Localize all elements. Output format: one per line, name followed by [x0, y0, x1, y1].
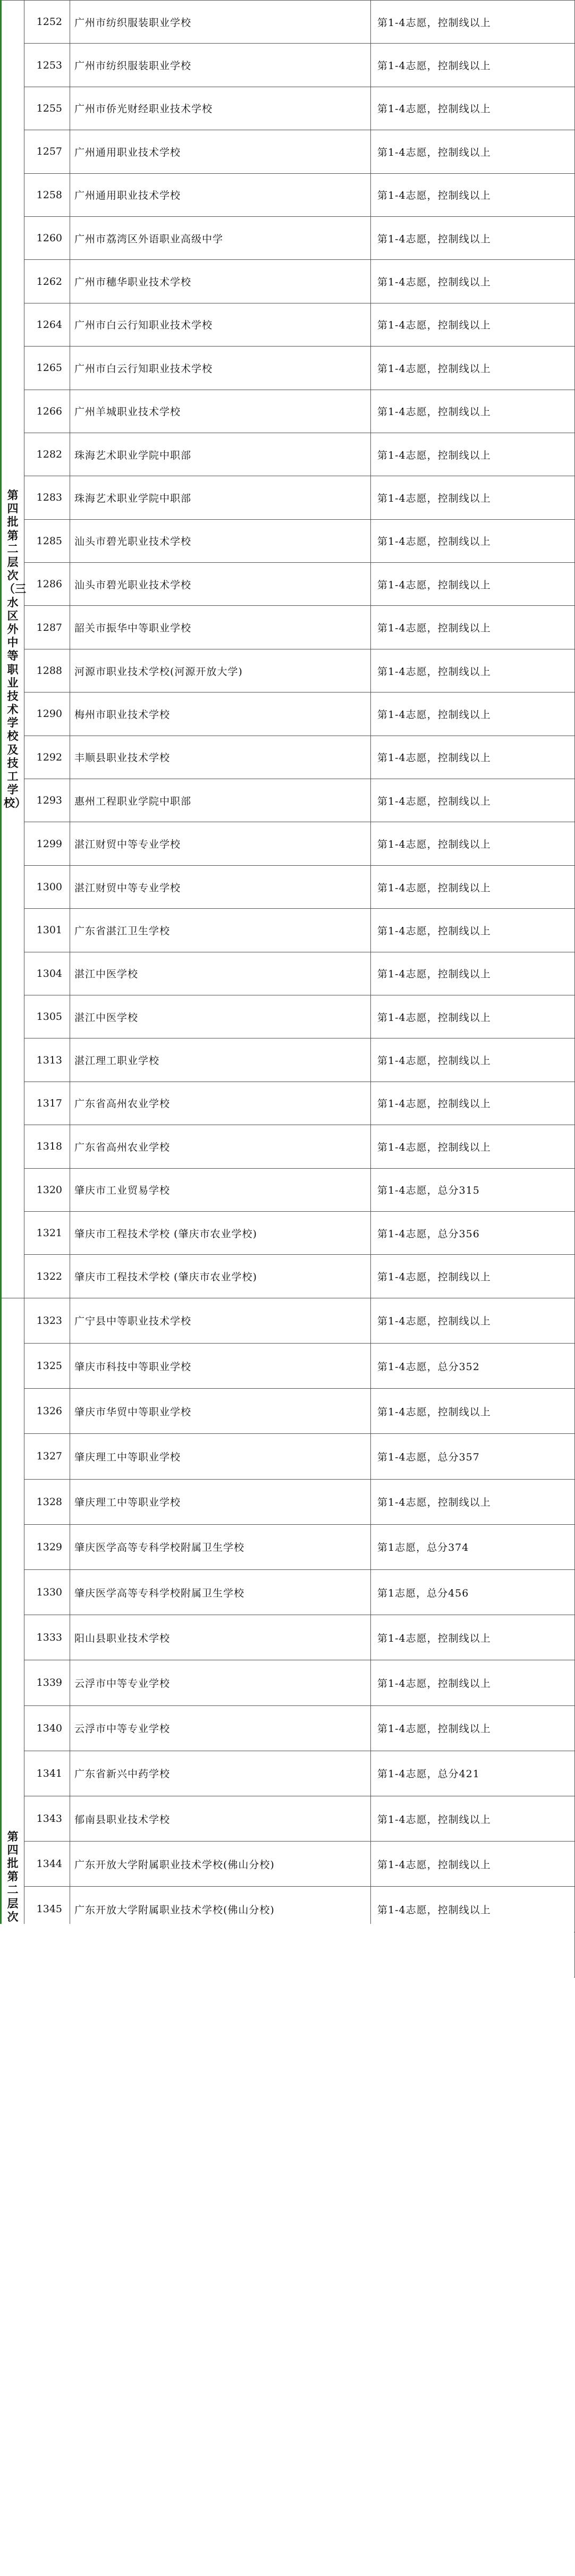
school-code-cell: 1318 [24, 1125, 70, 1168]
requirement-cell: 第1-4志愿，控制线以上 [371, 87, 575, 130]
school-code-cell: 1320 [24, 1168, 70, 1211]
table-row [1, 736, 575, 779]
requirement-cell: 第1-4志愿，总分357 [371, 1434, 575, 1479]
school-name-cell: 广州市纺织服装职业学校 [70, 44, 371, 87]
school-name-cell: 广州市侨光财经职业技术学校 [70, 87, 371, 130]
school-name-cell: 湛江财贸中等专业学校 [70, 865, 371, 908]
table-row [1, 1255, 575, 1298]
school-code-cell: 1327 [24, 1434, 70, 1479]
requirement-cell: 第1-4志愿，控制线以上 [371, 1389, 575, 1434]
school-name-cell: 广东省高州农业学校 [70, 1125, 371, 1168]
school-code-cell: 1255 [24, 87, 70, 130]
table-row [1, 649, 575, 692]
table-row [1, 1842, 575, 1887]
table-row [1, 1125, 575, 1168]
school-code-cell: 1317 [24, 1082, 70, 1125]
school-code-cell: 1286 [24, 563, 70, 606]
school-name-cell: 梅州市职业技术学校 [70, 692, 371, 736]
table-row [1, 692, 575, 736]
requirement-cell: 第1-4志愿，控制线以上 [371, 779, 575, 822]
requirement-cell: 第1-4志愿，控制线以上 [371, 1615, 575, 1660]
table-row [1, 606, 575, 649]
school-name-cell: 湛江理工职业学校 [70, 1038, 371, 1082]
table-row [1, 44, 575, 87]
school-code-cell: 1290 [24, 692, 70, 736]
school-code-cell: 1253 [24, 44, 70, 87]
table-row [1, 1082, 575, 1125]
requirement-cell: 第1-4志愿，控制线以上 [371, 476, 575, 519]
school-code-cell: 1299 [24, 822, 70, 865]
school-code-cell: 1287 [24, 606, 70, 649]
table-row [1, 1168, 575, 1211]
school-name-cell: 汕头市碧光职业技术学校 [70, 563, 371, 606]
school-code-cell: 1285 [24, 519, 70, 562]
requirement-cell: 第1-4志愿，控制线以上 [371, 952, 575, 995]
table-row [1, 1389, 575, 1434]
requirement-cell: 第1-4志愿，控制线以上 [371, 649, 575, 692]
school-name-cell: 广东省湛江卫生学校 [70, 909, 371, 952]
school-name-cell: 肇庆医学高等专科学校附属卫生学校 [70, 1524, 371, 1569]
batch-cell: 第四批第二层次 [1, 1298, 24, 1977]
requirement-cell: 第1-4志愿，控制线以上 [371, 44, 575, 87]
school-name-cell: 肇庆市工程技术学校 (肇庆市农业学校) [70, 1255, 371, 1298]
table-row [1, 519, 575, 562]
school-name-cell: 肇庆市华贸中等职业学校 [70, 1389, 371, 1434]
school-code-cell: 1328 [24, 1479, 70, 1524]
school-name-cell: 云浮市中等专业学校 [70, 1705, 371, 1751]
school-name-cell: 湛江中医学校 [70, 952, 371, 995]
school-name-cell: 广东省高州农业学校 [70, 1082, 371, 1125]
requirement-cell: 第1-4志愿，控制线以上 [371, 1255, 575, 1298]
requirement-cell: 第1-4志愿，控制线以上 [371, 822, 575, 865]
table-row [1, 476, 575, 519]
school-name-cell: 广州市穗华职业技术学校 [70, 260, 371, 303]
table-row [1, 952, 575, 995]
table-row [1, 87, 575, 130]
school-name-cell: 广州市纺织服装职业学校 [70, 1, 371, 44]
table-row [1, 173, 575, 216]
school-code-cell: 1265 [24, 347, 70, 390]
requirement-cell: 第1-4志愿，控制线以上 [371, 1, 575, 44]
batch-cell: 第四批第二层次（三水区外中等职业技术学校及技工学校） [1, 1, 24, 1298]
school-code-cell: 1341 [24, 1751, 70, 1796]
requirement-cell: 第1-4志愿，控制线以上 [371, 1887, 575, 1932]
requirement-cell: 第1-4志愿，控制线以上 [371, 1660, 575, 1705]
school-code-cell: 1264 [24, 303, 70, 346]
requirement-cell: 第1-4志愿，总分315 [371, 1168, 575, 1211]
requirement-cell: 第1-4志愿，总分352 [371, 1343, 575, 1388]
table-row [1, 433, 575, 476]
requirement-cell: 第1志愿，总分374 [371, 1524, 575, 1569]
school-name-cell: 湛江财贸中等专业学校 [70, 822, 371, 865]
school-code-cell: 1262 [24, 260, 70, 303]
school-name-cell: 阳山县职业技术学校 [70, 1615, 371, 1660]
requirement-cell: 第1-4志愿，控制线以上 [371, 1082, 575, 1125]
table-row [1, 822, 575, 865]
school-code-cell: 1325 [24, 1343, 70, 1388]
school-name-cell: 丰顺县职业技术学校 [70, 736, 371, 779]
school-name-cell: 广东省新兴中药学校 [70, 1751, 371, 1796]
table-row [1, 130, 575, 173]
requirement-cell: 第1-4志愿，控制线以上 [371, 1842, 575, 1887]
table-row [1, 909, 575, 952]
table-row [1, 1, 575, 44]
table-row [1, 563, 575, 606]
table-row [1, 1615, 575, 1660]
blank-area [0, 1924, 574, 2576]
school-name-cell: 云浮市中等专业学校 [70, 1660, 371, 1705]
requirement-cell: 第1-4志愿，总分421 [371, 1751, 575, 1796]
requirement-cell: 第1-4志愿，控制线以上 [371, 216, 575, 259]
school-name-cell: 肇庆理工中等职业学校 [70, 1479, 371, 1524]
school-code-cell: 1321 [24, 1211, 70, 1254]
requirement-cell: 第1-4志愿，控制线以上 [371, 1125, 575, 1168]
requirement-cell: 第1-4志愿，控制线以上 [371, 563, 575, 606]
school-code-cell: 1305 [24, 995, 70, 1038]
requirement-cell: 第1-4志愿，控制线以上 [371, 606, 575, 649]
table-row [1, 995, 575, 1038]
school-name-cell: 河源市职业技术学校(河源开放大学) [70, 649, 371, 692]
requirement-cell: 第1-4志愿，控制线以上 [371, 347, 575, 390]
table-row [1, 1705, 575, 1751]
school-code-cell: 1260 [24, 216, 70, 259]
school-name-cell: 广州通用职业技术学校 [70, 130, 371, 173]
table-row [1, 1434, 575, 1479]
table-row [1, 347, 575, 390]
table-row [1, 1796, 575, 1841]
school-code-cell: 1330 [24, 1569, 70, 1615]
table-row [1, 1751, 575, 1796]
school-name-cell: 广州市荔湾区外语职业高级中学 [70, 216, 371, 259]
requirement-cell: 第1-4志愿，控制线以上 [371, 909, 575, 952]
school-code-cell: 1333 [24, 1615, 70, 1660]
requirement-cell: 第1-4志愿，控制线以上 [371, 1479, 575, 1524]
school-name-cell: 郁南县职业技术学校 [70, 1796, 371, 1841]
table-row [1, 865, 575, 908]
school-name-cell: 肇庆市科技中等职业学校 [70, 1343, 371, 1388]
table-row [1, 390, 575, 433]
school-code-cell: 1313 [24, 1038, 70, 1082]
requirement-cell: 第1-4志愿，控制线以上 [371, 736, 575, 779]
table-row [1, 1479, 575, 1524]
school-name-cell: 汕头市碧光职业技术学校 [70, 519, 371, 562]
school-name-cell: 广州市白云行知职业技术学校 [70, 347, 371, 390]
school-code-cell: 1283 [24, 476, 70, 519]
school-name-cell: 广宁县中等职业技术学校 [70, 1298, 371, 1343]
school-code-cell: 1301 [24, 909, 70, 952]
school-name-cell: 惠州工程职业学院中职部 [70, 779, 371, 822]
table-row [1, 779, 575, 822]
requirement-cell: 第1志愿，总分456 [371, 1569, 575, 1615]
table-row [1, 216, 575, 259]
requirement-cell: 第1-4志愿，控制线以上 [371, 1796, 575, 1841]
requirement-cell: 第1-4志愿，控制线以上 [371, 692, 575, 736]
table-row [1, 1211, 575, 1254]
school-code-cell: 1329 [24, 1524, 70, 1569]
requirement-cell: 第1-4志愿，控制线以上 [371, 433, 575, 476]
requirement-cell: 第1-4志愿，控制线以上 [371, 995, 575, 1038]
table-row [1, 303, 575, 346]
school-code-cell: 1293 [24, 779, 70, 822]
school-code-cell: 1257 [24, 130, 70, 173]
requirement-cell: 第1-4志愿，控制线以上 [371, 130, 575, 173]
school-code-cell: 1288 [24, 649, 70, 692]
table-row [1, 1038, 575, 1082]
requirement-cell: 第1-4志愿，控制线以上 [371, 865, 575, 908]
school-code-cell: 1326 [24, 1389, 70, 1434]
school-code-cell: 1252 [24, 1, 70, 44]
requirement-cell: 第1-4志愿，控制线以上 [371, 519, 575, 562]
school-code-cell: 1345 [24, 1887, 70, 1932]
school-code-cell: 1300 [24, 865, 70, 908]
requirement-cell: 第1-4志愿，总分356 [371, 1211, 575, 1254]
school-code-cell: 1323 [24, 1298, 70, 1343]
requirement-cell: 第1-4志愿，控制线以上 [371, 1038, 575, 1082]
school-name-cell: 珠海艺术职业学院中职部 [70, 433, 371, 476]
table-row [1, 1524, 575, 1569]
school-name-cell: 湛江中医学校 [70, 995, 371, 1038]
school-code-cell: 1344 [24, 1842, 70, 1887]
requirement-cell: 第1-4志愿，控制线以上 [371, 303, 575, 346]
school-code-cell: 1292 [24, 736, 70, 779]
school-name-cell: 肇庆医学高等专科学校附属卫生学校 [70, 1569, 371, 1615]
school-code-cell: 1266 [24, 390, 70, 433]
school-name-cell: 肇庆市工业贸易学校 [70, 1168, 371, 1211]
table-row [1, 1343, 575, 1388]
school-code-cell: 1282 [24, 433, 70, 476]
requirement-cell: 第1-4志愿，控制线以上 [371, 173, 575, 216]
requirement-cell: 第1-4志愿，控制线以上 [371, 1705, 575, 1751]
table-row [1, 1298, 575, 1343]
school-name-cell: 肇庆理工中等职业学校 [70, 1434, 371, 1479]
school-name-cell: 广州羊城职业技术学校 [70, 390, 371, 433]
requirement-cell: 第1-4志愿，控制线以上 [371, 390, 575, 433]
requirement-cell: 第1-4志愿，控制线以上 [371, 1298, 575, 1343]
school-code-cell: 1343 [24, 1796, 70, 1841]
school-name-cell: 韶关市振华中等职业学校 [70, 606, 371, 649]
table-row [1, 260, 575, 303]
school-code-cell: 1339 [24, 1660, 70, 1705]
table-row [1, 1660, 575, 1705]
school-name-cell: 珠海艺术职业学院中职部 [70, 476, 371, 519]
requirement-cell: 第1-4志愿，控制线以上 [371, 260, 575, 303]
table-row [1, 1569, 575, 1615]
school-code-cell: 1322 [24, 1255, 70, 1298]
school-name-cell: 肇庆市工程技术学校 (肇庆市农业学校) [70, 1211, 371, 1254]
school-code-cell: 1258 [24, 173, 70, 216]
school-name-cell: 广东开放大学附属职业技术学校(佛山分校) [70, 1887, 371, 1932]
school-name-cell: 广州通用职业技术学校 [70, 173, 371, 216]
school-code-cell: 1304 [24, 952, 70, 995]
admission-table-body [1, 1, 575, 1978]
school-name-cell: 广东开放大学附属职业技术学校(佛山分校) [70, 1842, 371, 1887]
school-code-cell: 1340 [24, 1705, 70, 1751]
school-name-cell: 广州市白云行知职业技术学校 [70, 303, 371, 346]
